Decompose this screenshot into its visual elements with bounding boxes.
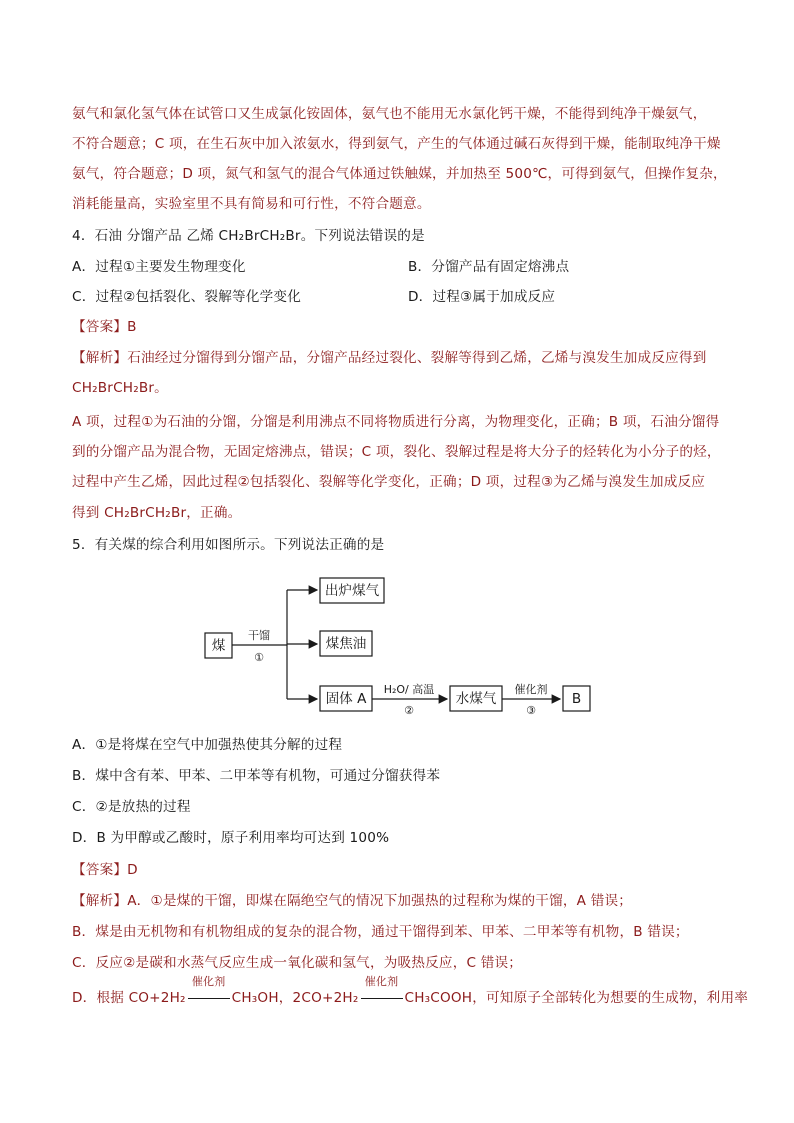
catalyst-label-2: 催化剂 — [364, 975, 399, 988]
label-water-gas: 水煤气 — [455, 691, 497, 707]
q3-explanation-line-3: 氨气，符合题意；D 项，氮气和氢气的混合气体通过铁触媒，并加热至 500℃，可得到氨气，但操作复杂， — [72, 166, 727, 182]
q3-explanation-line-1: 氨气和氯化氢气体在试管口又生成氯化铵固体，氨气也不能用无水氯化钙干燥，不能得到纯净干燥氨气， — [72, 106, 707, 122]
q5-e4-post: CH₃COOH，可知原子全部转化为想要的生成物，利用率 — [404, 990, 749, 1006]
catalyst-label-1: 催化剂 — [191, 975, 226, 988]
q4-explanation-line-3: A 项，过程①为石油的分馏，分馏是利用沸点不同将物质进行分离，为物理变化，正确；B 项，石油分馏得 — [72, 414, 720, 430]
q4-explanation-line-4: 到的分馏产品为混合物，无固定熔沸点，错误；C 项，裂化、裂解过程是将大分子的烃转化为小分子的烃， — [72, 444, 721, 460]
q4-explanation-line-5: 过程中产生乙烯，因此过程②包括裂化、裂解等化学变化，正确；D 项，过程③为乙烯与溴发生加成反应 — [72, 474, 706, 490]
label-step2-num: ② — [404, 704, 414, 717]
label-coal: 煤 — [211, 638, 226, 654]
q4-explanation-text-1: 石油经过分馏得到分馏产品，分馏产品经过裂化、裂解等得到乙烯，乙烯与溴发生加成反应得到 — [127, 350, 707, 366]
reaction-arrow-1 — [186, 975, 232, 1008]
label-step2: H₂O/ 高温 — [383, 683, 435, 696]
q3-explanation-line-2: 不符合题意；C 项，在生石灰中加入浓氨水，得到氨气，产生的气体通过碱石灰得到干燥，能制取纯净干燥 — [72, 136, 721, 152]
q4-option-a: A．过程①主要发生物理变化 — [72, 259, 246, 275]
q5-explanation-line-4 — [72, 975, 749, 1008]
q4-explanation-line-6: 得到 CH₂BrCH₂Br，正确。 — [72, 505, 242, 521]
q5-stem: 5．有关煤的综合利用如图所示。下列说法正确的是 — [72, 537, 385, 553]
q5-e4-mid: CH₃OH，2CO+2H₂ — [231, 990, 359, 1006]
q5-option-a: A．①是将煤在空气中加强热使其分解的过程 — [72, 737, 343, 753]
q5-analysis-tag: 【解析】 — [72, 893, 128, 909]
q4-analysis-tag: 【解析】 — [72, 350, 128, 366]
q3-explanation-line-4: 消耗能量高，实验室里不具有简易和可行性，不符合题意。 — [72, 196, 431, 212]
q5-answer: 【答案】D — [72, 862, 138, 878]
label-step1: 干馏 — [248, 629, 270, 642]
label-tar: 煤焦油 — [325, 636, 367, 652]
q5-explanation-line-3: C．反应②是碳和水蒸气反应生成一氧化碳和氢气，为吸热反应，C 错误； — [72, 955, 523, 971]
q4-answer: 【答案】B — [72, 319, 137, 335]
label-step3: 催化剂 — [514, 683, 548, 696]
q5-explanation-line-1 — [72, 891, 632, 911]
reaction-arrow-2 — [359, 975, 405, 1008]
q5-option-c: C．②是放热的过程 — [72, 799, 191, 815]
q4-option-d: D．过程③属于加成反应 — [408, 289, 556, 305]
label-b: B — [571, 691, 582, 707]
label-solid-a: 固体 A — [325, 691, 367, 707]
q4-option-c: C．过程②包括裂化、裂解等化学变化 — [72, 289, 301, 305]
q4-explanation-line-2: CH₂BrCH₂Br。 — [72, 380, 168, 396]
q5-option-b: B．煤中含有苯、甲苯、二甲苯等有机物，可通过分馏获得苯 — [72, 768, 441, 784]
label-step1-num: ① — [254, 651, 264, 664]
label-step3-num: ③ — [526, 704, 536, 717]
q5-e4-pre: D．根据 CO+2H₂ — [72, 990, 186, 1006]
q5-explanation-line-2: B．煤是由无机物和有机物组成的复杂的混合物，通过干馏得到苯、甲苯、二甲苯等有机物，B 错误； — [72, 924, 689, 940]
q4-option-b: B．分馏产品有固定熔沸点 — [408, 259, 570, 275]
q4-stem: 4．石油 分馏产品 乙烯 CH₂BrCH₂Br。下列说法错误的是 — [72, 228, 425, 244]
label-out-gas: 出炉煤气 — [324, 583, 380, 599]
q5-explanation-text-1: A．①是煤的干馏，即煤在隔绝空气的情况下加强热的过程称为煤的干馏，A 错误； — [127, 893, 633, 909]
q5-option-d: D．B 为甲醇或乙酸时，原子利用率均可达到 100% — [72, 830, 390, 846]
